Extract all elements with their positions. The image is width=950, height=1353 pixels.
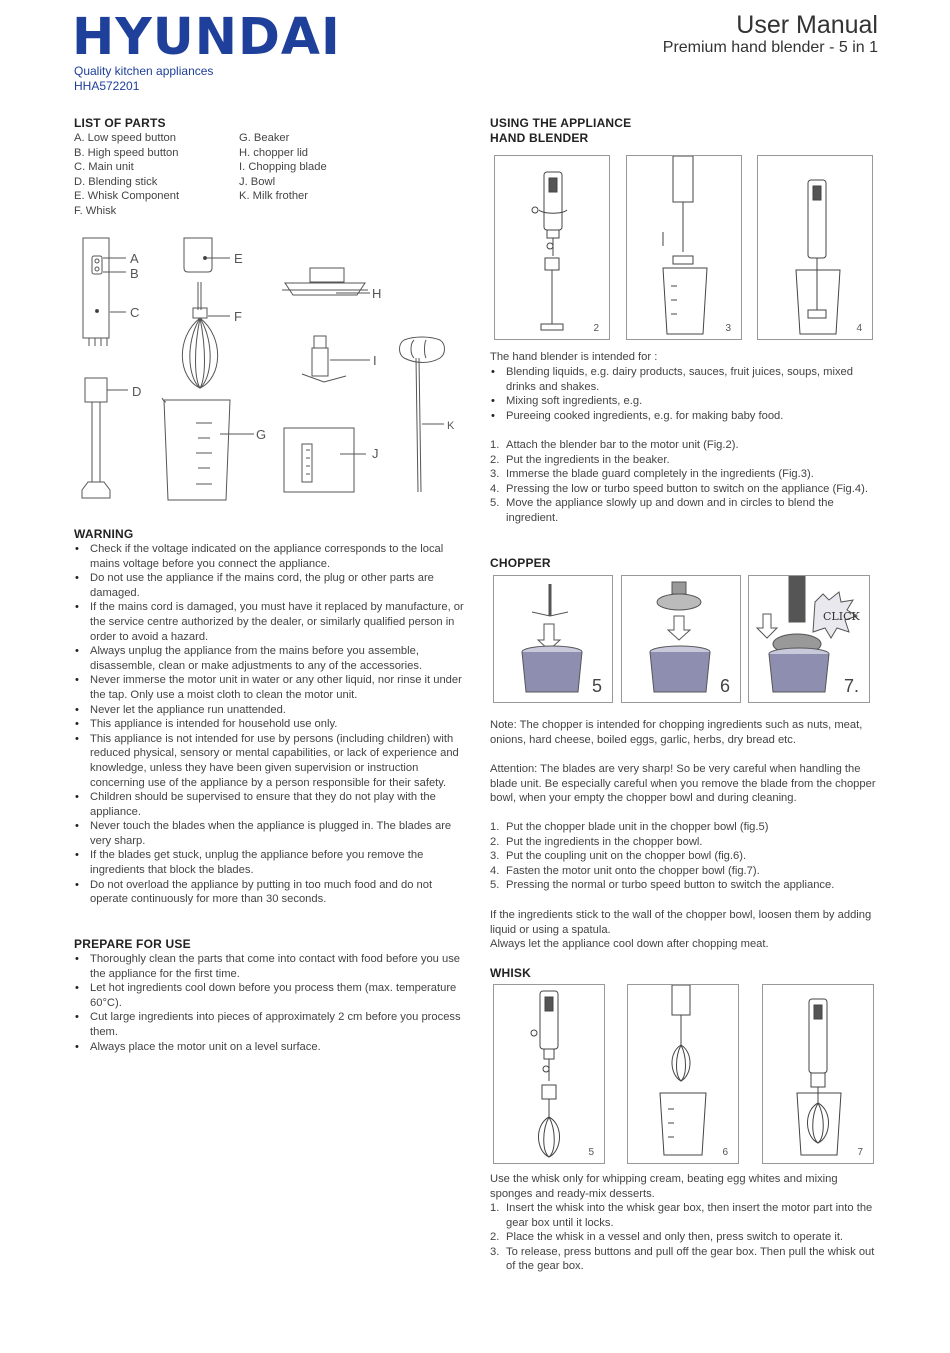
brand-tagline: Quality kitchen appliances	[74, 64, 214, 78]
warning-item: • Do not use the appliance if the mains cord, the plug or other parts are damaged.	[74, 571, 466, 600]
main-unit-illustration	[83, 238, 126, 346]
brand-info	[74, 64, 213, 93]
warning-item: • Children should be supervised to ensure that they do not play with the appliance.	[74, 790, 466, 819]
step-item: 1. Insert the whisk into the whisk gear box, then insert the motor part into the gear box until it locks.	[490, 1202, 873, 1229]
label-a: A	[130, 251, 139, 266]
figure-blender-2	[494, 155, 610, 340]
step-item: 1. Put the chopper blade unit in the chopper bowl (fig.5)	[490, 821, 769, 833]
part-item: D. Blending stick	[74, 175, 158, 188]
figure-number: 2	[593, 323, 599, 334]
blending-stick-illustration	[82, 378, 128, 498]
warning-item: • This appliance is intended for household use only.	[74, 717, 466, 732]
part-item: G. Beaker	[239, 132, 290, 144]
part-item: J. Bowl	[239, 175, 276, 188]
prepare-item: • Thoroughly clean the parts that come into contact with food before you use the appliance for the first time.	[74, 952, 466, 981]
warning-item: • Do not overload the appliance by putting in too much food and do not operate continuously for more than 30 seconds.	[74, 878, 466, 907]
chopper-tip: If the ingredients stick to the wall of the chopper bowl, loosen them by adding liquid or using a spatula.	[490, 909, 872, 936]
milk-frother-illustration	[400, 337, 445, 492]
warning-item: • Never let the appliance run unattended.	[74, 703, 466, 718]
chopper-note: Note: The chopper is intended for chopping ingredients such as nuts, meat, onions, hard cheese, boiled eggs, garlic, herbs, dry bread etc.	[490, 719, 863, 746]
part-item: K. Milk frother	[239, 190, 309, 203]
figure-number: 6	[722, 1147, 728, 1158]
parts-list-right	[239, 131, 409, 204]
whisk-intro: Use the whisk only for whipping cream, beating egg whites and mixing sponges and ready-mix desserts.	[490, 1173, 838, 1200]
whisk-gearbox-illustration	[184, 238, 230, 272]
part-item: A. Low speed button	[74, 132, 177, 144]
figure-chopper-5	[493, 575, 613, 703]
figure-whisk-6	[627, 984, 739, 1164]
using-heading: USING THE APPLIANCE	[490, 116, 632, 130]
figure-number: 7	[857, 1147, 863, 1158]
label-h: H	[372, 286, 382, 301]
chopper-heading: CHOPPER	[490, 556, 551, 570]
brand-logo: HYUNDAI	[72, 8, 341, 67]
figure-number: 3	[725, 323, 731, 334]
figure-number: 7.	[843, 676, 859, 696]
use-item: • Blending liquids, e.g. dairy products, sauces, fruit juices, soups, mixed drinks and shakes.	[490, 365, 880, 394]
figure-number: 5	[588, 1147, 594, 1158]
prepare-list	[74, 952, 466, 1054]
parts-heading: LIST OF PARTS	[74, 116, 166, 130]
label-j: J	[372, 446, 379, 461]
hand-blender-heading: HAND BLENDER	[490, 131, 589, 145]
step-item: 4. Pressing the low or turbo speed button to switch on the appliance (Fig.4).	[490, 482, 868, 495]
prepare-heading: PREPARE FOR USE	[74, 937, 191, 951]
label-d: D	[132, 384, 142, 399]
whisk-illustration	[182, 282, 230, 388]
warning-item: • Check if the voltage indicated on the appliance corresponds to the local mains voltage before you connect the appliance.	[74, 542, 466, 571]
manual-subtitle: Premium hand blender - 5 in 1	[662, 39, 878, 56]
part-item: E. Whisk Component	[74, 190, 180, 203]
step-item: 1. Attach the blender bar to the motor unit (Fig.2).	[490, 439, 739, 451]
figure-number: 6	[719, 676, 730, 696]
figure-chopper-6	[621, 575, 741, 703]
warning-item: • Never touch the blades when the appliance is plugged in. The blades are very sharp.	[74, 819, 466, 848]
click-label: CLICK	[823, 610, 860, 623]
whisk-steps	[490, 1201, 882, 1274]
whisk-heading: WHISK	[490, 966, 531, 980]
step-item: 3. Put the coupling unit on the chopper bowl (fig.6).	[490, 850, 747, 863]
chopping-blade-illustration	[302, 336, 370, 382]
model-number: HHA572201	[74, 78, 140, 93]
figure-whisk-5	[493, 984, 605, 1164]
warning-item: • Always unplug the appliance from the mains before you assemble, disassemble, clean or make adjustments to any of the accessories.	[74, 644, 466, 673]
label-c: C	[130, 305, 140, 320]
label-b: B	[130, 266, 139, 281]
label-e: E	[234, 251, 243, 266]
figure-blender-3	[626, 155, 742, 340]
blender-steps	[490, 438, 880, 526]
step-item: 2. Place the whisk in a vessel and only then, press switch to operate it.	[490, 1231, 844, 1244]
blender-uses	[490, 365, 880, 423]
part-item: H. chopper lid	[239, 146, 309, 159]
step-item: 2. Put the ingredients in the beaker.	[490, 453, 670, 466]
step-item: 5. Pressing the normal or turbo speed button to switch the appliance.	[490, 879, 835, 892]
chopper-cooldown: Always let the appliance cool down after chopping meat.	[490, 938, 769, 950]
warning-item: • If the blades get stuck, unplug the appliance before you remove the ingredients that block the blades.	[74, 848, 466, 877]
figure-number: 4	[856, 323, 862, 334]
label-f: F	[234, 309, 242, 324]
figure-blender-4	[757, 155, 873, 340]
bowl-illustration	[284, 428, 366, 492]
chopper-lid-illustration	[282, 268, 370, 295]
step-item: 4. Fasten the motor unit onto the chopper bowl (fig.7).	[490, 864, 760, 877]
figure-number: 5	[591, 676, 602, 696]
warning-list	[74, 542, 466, 907]
chopper-attention: Attention: The blades are very sharp! So be very careful when handling the blade unit. Be especially careful when you remove the blade from the chopper bowl, when your empty the chopper bowl and during cleaning.	[490, 763, 876, 805]
warning-item: • If the mains cord is damaged, you must have it replaced by manufacture, or the service centre authorized by the dealer, or similarly qualified person in order to avoid a hazard.	[74, 600, 466, 644]
use-item: • Mixing soft ingredients, e.g.	[490, 394, 880, 409]
prepare-item: • Cut large ingredients into pieces of approximately 2 cm before you process them.	[74, 1010, 466, 1039]
step-item: 2. Put the ingredients in the chopper bowl.	[490, 835, 703, 848]
warning-item: • This appliance is not intended for use by persons (including children) with reduced physical, sensory or mental capabilities, or lack of experience and knowledge, unless they have been given supervision or instruction concerning use of the appliance by a person responsible for their safety.	[74, 732, 466, 790]
chopper-steps	[490, 820, 882, 893]
part-item: B. High speed button	[74, 146, 179, 159]
part-item: I. Chopping blade	[239, 161, 327, 174]
step-item: 3. Immerse the blade guard completely in the ingredients (Fig.3).	[490, 468, 814, 481]
prepare-item: • Let hot ingredients cool down before you process them (max. temperature 60°C).	[74, 981, 466, 1010]
figure-chopper-7	[748, 575, 870, 703]
manual-title: User Manual	[736, 11, 878, 39]
parts-diagram	[70, 228, 470, 508]
part-item: F. Whisk	[74, 204, 117, 217]
step-item: 3. To release, press buttons and pull off the gear box. Then pull the whisk out of the gear box.	[490, 1245, 875, 1273]
warning-item: • Never immerse the motor unit in water or any other liquid, nor rinse it under the tap. Only use a moist cloth to clean the motor unit.	[74, 673, 466, 702]
use-item: • Pureeing cooked ingredients, e.g. for making baby food.	[490, 409, 880, 424]
part-item: C. Main unit	[74, 161, 134, 174]
label-i: I	[373, 353, 377, 368]
beaker-illustration	[162, 398, 254, 500]
label-k: K	[447, 420, 455, 432]
label-g: G	[256, 427, 267, 442]
warning-heading: WARNING	[74, 527, 134, 541]
figure-whisk-7	[762, 984, 874, 1164]
prepare-item: • Always place the motor unit on a level surface.	[74, 1040, 466, 1055]
step-item: 5. Move the appliance slowly up and down and in circles to blend the ingredient.	[490, 497, 834, 524]
blender-intro: The hand blender is intended for :	[490, 351, 658, 363]
parts-list-left	[74, 131, 239, 219]
